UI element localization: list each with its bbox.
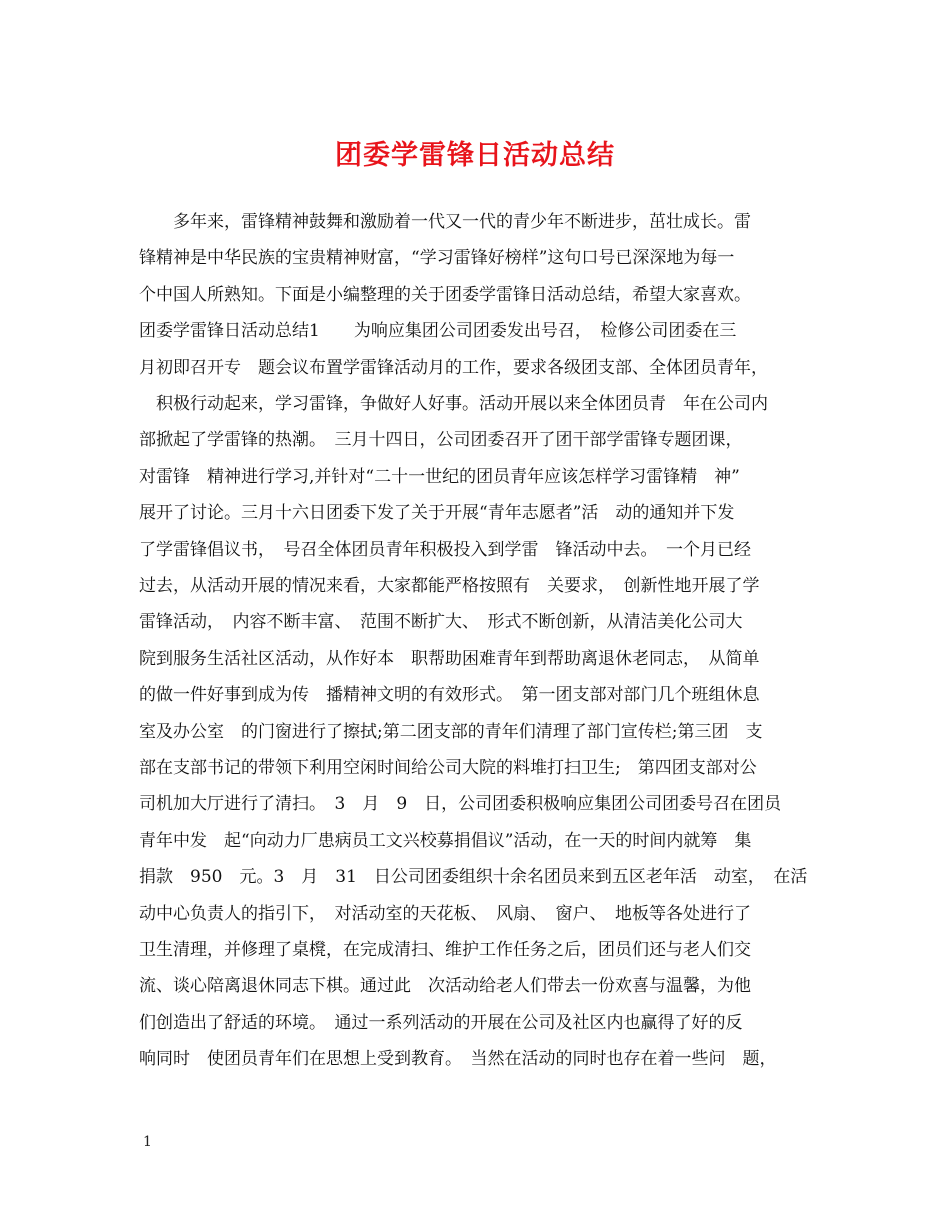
- text-line: 捐款 950 元。3 月 31 日公司团委组织十余名团员来到五区老年活 动室， 在活: [139, 867, 808, 888]
- text-line: 流、谈心陪离退休同志下棋。通过此 次活动给老人们带去一份欢喜与温馨，为他: [139, 976, 751, 997]
- text-line: 部在支部书记的带领下利用空闲时间给公司大院的料堆打扫卫生; 第四团支部对公: [139, 758, 757, 778]
- text-line: 对雷锋 精神进行学习,并针对“二十一世纪的团员青年应该怎样学习雷锋精 神”: [139, 466, 740, 487]
- text-line: 积极行动起来，学习雷锋，争做好人好事。活动开展以来全体团员青 年在公司内: [139, 394, 768, 414]
- text-line: 司机加大厅进行了清扫。 3 月 9 日，公司团委积极响应集团公司团委号召在团员: [139, 794, 782, 815]
- text-line: 青年中发 起“向动力厂患病员工文兴校募捐倡议”活动，在一天的时间内就筹 集: [139, 830, 752, 851]
- text-line: 院到服务生活社区活动，从作好本 职帮助困难青年到帮助离退休老同志， 从简单: [139, 648, 760, 669]
- text-line: 雷锋活动， 内容不断丰富、 范围不断扩大、 形式不断创新，从清洁美化公司大: [139, 612, 743, 633]
- text-line: 卫生清理，并修理了桌櫈，在完成清扫、维护工作任务之后，团员们还与老人们交: [139, 940, 751, 960]
- text-line: 室及办公室 的门窗进行了擦拭;第二团支部的青年们清理了部门宣传栏;第三团 支: [139, 721, 763, 742]
- text-line: 响同时 使团员青年们在思想上受到教育。 当然在活动的同时也存在着一些问 题，: [139, 1049, 777, 1070]
- text-line: 个中国人所熟知。下面是小编整理的关于团委学雷锋日活动总结，希望大家喜欢。: [139, 284, 751, 305]
- text-line: 了学雷锋倡议书， 号召全体团员青年积极投入到学雷 锋活动中去。 一个月已经: [139, 539, 751, 560]
- text-line: 部掀起了学雷锋的热潮。 三月十四日，公司团委召开了团干部学雷锋专题团课，: [139, 430, 743, 451]
- text-line: 们创造出了舒适的环境。 通过一系列活动的开展在公司及社区内也赢得了好的反: [139, 1012, 743, 1033]
- text-line: 多年来，雷锋精神鼓舞和激励着一代又一代的青少年不断进步，茁壮成长。雷: [139, 212, 751, 232]
- page-title: 团委学雷锋日活动总结: [335, 140, 615, 171]
- text-line: 锋精神是中华民族的宝贵精神财富，“学习雷锋好榜样”这句口号已深深地为每一: [139, 248, 735, 269]
- text-line: 动中心负责人的指引下， 对活动室的天花板、 风扇、 窗户、 地板等各处进行了: [139, 903, 751, 924]
- text-line: 的做一件好事到成为传 播精神文明的有效形式。 第一团支部对部门几个班组休息: [139, 685, 760, 706]
- text-line: 月初即召开专 题会议布置学雷锋活动月的工作，要求各级团支部、全体团员青年，: [139, 357, 768, 378]
- text-line: 过去，从活动开展的情况来看，大家都能严格按照有 关要求， 创新性地开展了学: [139, 576, 760, 596]
- page-number: 1: [143, 1134, 152, 1150]
- text-line: 展开了讨论。三月十六日团委下发了关于开展“青年志愿者”活 动的通知并下发: [139, 503, 735, 524]
- text-line: 团委学雷锋日活动总结1 为响应集团公司团委发出号召， 检修公司团委在三: [139, 321, 737, 342]
